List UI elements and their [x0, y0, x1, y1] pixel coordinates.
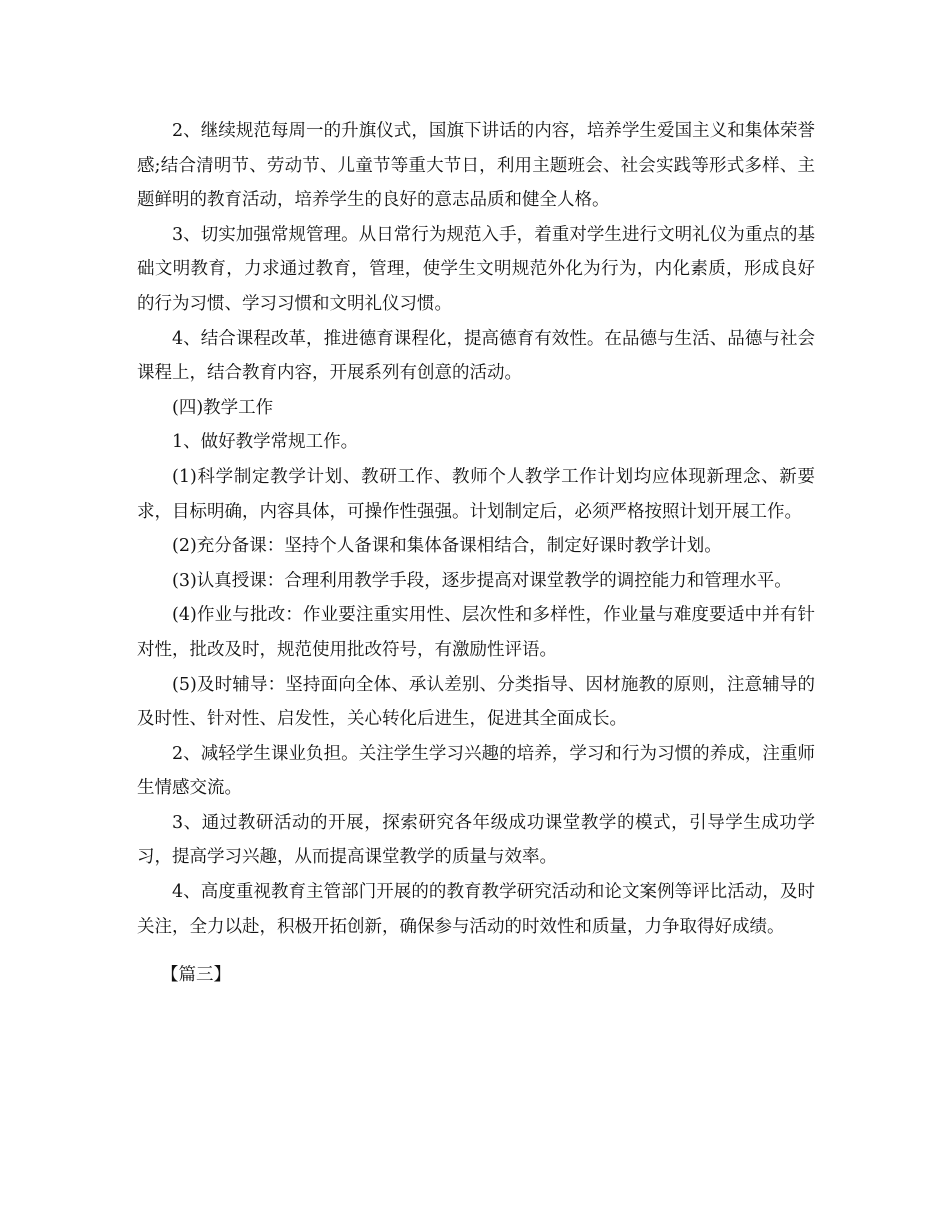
heading-teaching-work: (四)教学工作 [172, 397, 274, 418]
paragraph-homework: (4)作业与批改：作业要注重实用性、层次性和多样性，作业量与难度要适中并有针对性，批改及时，规范使用批改符号，有激励性评语。 [137, 605, 815, 660]
paragraph-tutoring: (5)及时辅导：坚持面向全体、承认差别、分类指导、因材施教的原则，注意辅导的及时性、针对性、启发性，关心转化后进生，促进其全面成长。 [137, 674, 815, 730]
paragraph-teaching: (3)认真授课：合理利用教学手段，逐步提高对课堂教学的调控能力和管理水平。 [172, 570, 792, 591]
paragraph-routine-management: 3、切实加强常规管理。从日常行为规范入手，着重对学生进行文明礼仪为重点的基础文明教育，力求通过教育，管理，使学生文明规范外化为行为，内化素质，形成良好的行为习惯、学习习惯和文明礼仪习惯。 [137, 224, 815, 314]
paragraph-lesson-prep: (2)充分备课：坚持个人备课和集体备课相结合，制定好课时教学计划。 [172, 536, 722, 557]
paragraph-teaching-routine: 1、做好教学常规工作。 [172, 432, 359, 453]
paragraph-curriculum-reform: 4、结合课程改革，推进德育课程化，提高德育有效性。在品德与生活、品德与社会课程上，结合教育内容，开展系列有创意的活动。 [137, 328, 815, 384]
section-label: 【篇三】 [161, 965, 231, 986]
paragraph-competitions: 4、高度重视教育主管部门开展的的教育教学研究活动和论文案例等评比活动，及时关注，全力以赴，积极开拓创新，确保参与活动的时效性和质量，力争取得好成绩。 [137, 882, 815, 937]
paragraph-reduce-burden: 2、减轻学生课业负担。关注学生学习兴趣的培养，学习和行为习惯的养成，注重师生情感交流。 [137, 743, 815, 799]
paragraph-teaching-plan: (1)科学制定教学计划、教研工作、教师个人教学工作计划均应体现新理念、新要求，目标明确，内容具体，可操作性强强。计划制定后，必须严格按照计划开展工作。 [137, 466, 815, 522]
paragraph-research-activities: 3、通过教研活动的开展，探索研究各年级成功课堂教学的模式，引导学生成功学习，提高学习兴趣，从而提高课堂教学的质量与效率。 [137, 812, 815, 868]
paragraph-flag-ceremony: 2、继续规范每周一的升旗仪式，国旗下讲话的内容，培养学生爱国主义和集体荣誉感;结合清明节、劳动节、儿童节等重大节日，利用主题班会、社会实践等形式多样、主题鲜明的教育活动，培养学生的良好的意志品质和健全人格。 [137, 121, 815, 211]
document-body [137, 114, 815, 993]
